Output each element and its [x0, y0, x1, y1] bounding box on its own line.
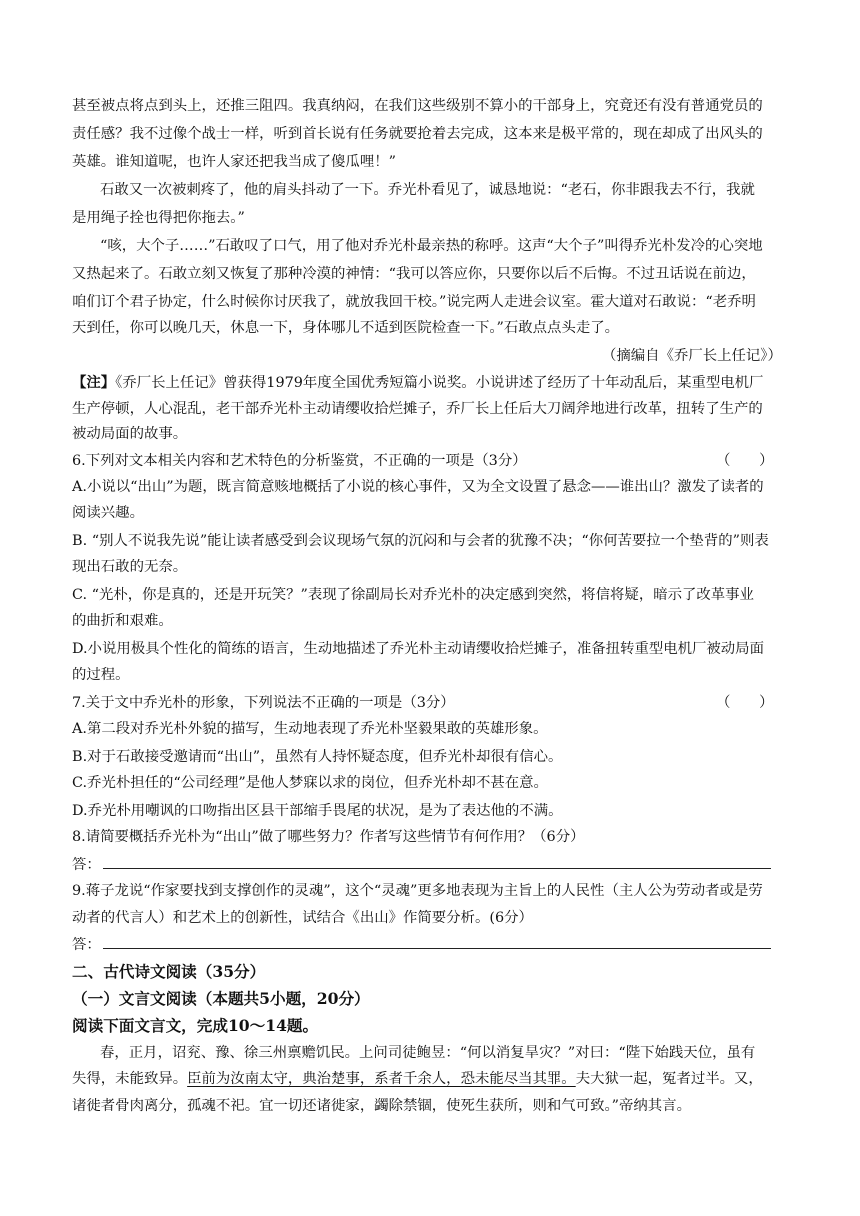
option-b: B. “别人不说我先说”能让读者感受到会议现场气氛的沉闷和与会者的犹豫不决；“你何苦要拉一个垫背的”则表	[72, 533, 769, 549]
story-line: 责任感？我不过像个战士一样，听到首长说有任务就要抢着去完成，这本来是极平常的，现在却成了出风头的	[72, 126, 763, 142]
note-label: 【注】	[72, 374, 116, 391]
option-a: A.小说以“出山”为题，既言简意赅地概括了小说的核心事件，又为全文设置了悬念——谁出山？激发了读者的	[72, 479, 764, 495]
story-line: 甚至被点将点到头上，还推三阻四。我真纳闷，在我们这些级别不算小的干部身上，究竟还有没有普通党员的	[72, 98, 763, 114]
story-line: “咳，大个子……”石敢叹了口气，用了他对乔光朴最亲热的称呼。这声“大个子”叫得乔光朴发冷的心突地	[100, 238, 763, 254]
classical-line: 春，正月，诏兖、豫、徐三州禀赡饥民。上问司徒鲍昱：“何以消复旱灾？”对曰：“陛下始践天位，虽有	[100, 1045, 756, 1061]
option-d: D.乔光朴用嘲讽的口吻指出区县干部缩手畏尾的状况，是为了表达他的不满。	[72, 803, 563, 819]
section-heading: 二、古代诗文阅读（35分）	[72, 962, 266, 981]
question-6-stem: 6.下列对文本相关内容和艺术特色的分析鉴赏，不正确的一项是（3分）	[72, 453, 527, 469]
option-d-cont: 的过程。	[72, 667, 130, 683]
classical-line: 诸徙者骨肉离分，孤魂不祀。宜一切还诸徙家，蠲除禁锢，使死生获所，则和气可致。”帝纳其言。	[72, 1098, 691, 1114]
classical-text: 夫大狱一起，冤者过半。又，	[575, 1071, 763, 1087]
underlined-sentence: 臣前为汝南太守，典治楚事，系者千余人，恐未能尽当其罪。	[187, 1071, 576, 1087]
answer-blank[interactable]	[103, 856, 771, 869]
answer-bracket[interactable]: （ ）	[716, 453, 774, 469]
source-citation: （摘编自《乔厂长上任记》）	[602, 348, 782, 364]
story-line: 是用绳子拴也得把你拖去。”	[72, 210, 245, 226]
story-line: 天到任，你可以晚几天，休息一下，身体哪儿不适到医院检查一下。”石敢点点头走了。	[72, 320, 620, 336]
classical-line	[72, 1069, 792, 1089]
answer-label: 答：	[72, 857, 101, 873]
option-a: A.第二段对乔光朴外貌的描写，生动地表现了乔光朴坚毅果敢的英雄形象。	[72, 721, 548, 737]
option-a-cont: 阅读兴趣。	[72, 505, 144, 521]
answer-line[interactable]	[72, 935, 792, 955]
subsection-heading: （一）文言文阅读（本题共5小题，20分）	[72, 989, 370, 1008]
note-line: 生产停顿，人心混乱，老干部乔光朴主动请缨收拾烂摊子，乔厂长上任后大刀阔斧地进行改革，扭转了生产的	[72, 401, 763, 417]
option-b-cont: 现出石敢的无奈。	[72, 559, 188, 575]
story-line: 石敢又一次被刺疼了，他的肩头抖动了一下。乔光朴看见了，诚恳地说：“老石，你非跟我去不行，我就	[100, 182, 755, 198]
reading-instruction: 阅读下面文言文，完成10～14题。	[72, 1016, 319, 1035]
note-line: 被动局面的故事。	[72, 426, 188, 442]
answer-label: 答：	[72, 937, 101, 953]
question-8-stem: 8.请简要概括乔光朴为“出山”做了哪些努力？作者写这些情节有何作用？（6分）	[72, 829, 585, 845]
story-line: 英雄。谁知道呢，也许人家还把我当成了傻瓜哩！”	[72, 154, 396, 170]
option-b: B.对于石敢接受邀请而“出山”，虽然有人持怀疑态度，但乔光朴却很有信心。	[72, 749, 563, 765]
option-d: D.小说用极具个性化的简练的语言，生动地描述了乔光朴主动请缨收拾烂摊子，准备扭转重型电机厂被动局面	[72, 641, 764, 657]
note-text: 《乔厂长上任记》曾获得1979年度全国优秀短篇小说奖。小说讲述了经历了十年动乱后，某重型电机厂	[115, 375, 764, 391]
option-c: C.乔光朴担任的“公司经理”是他人梦寐以求的岗位，但乔光朴却不甚在意。	[72, 775, 548, 791]
answer-blank[interactable]	[103, 936, 771, 949]
answer-bracket[interactable]: （ ）	[716, 695, 774, 711]
story-line: 又热起来了。石敢立刻又恢复了那种冷漠的神情：“我可以答应你，只要你以后不后悔。不过丑话说在前边，	[72, 266, 756, 282]
classical-text: 失得，未能致异。	[72, 1071, 188, 1087]
question-9-stem: 9.蒋子龙说“作家要找到支撑创作的灵魂”，这个“灵魂”更多地表现为主旨上的人民性（主人公为劳动者或是劳	[72, 883, 763, 899]
story-line: 咱们订个君子协定，什么时候你讨厌我了，就放我回干校。”说完两人走进会议室。霍大道对石敢说：“老乔明	[72, 294, 756, 310]
note-line	[72, 373, 792, 393]
option-c-cont: 的曲折和艰难。	[72, 613, 173, 629]
question-7-stem: 7.关于文中乔光朴的形象，下列说法不正确的一项是（3分）	[72, 695, 455, 711]
option-c: C. “光朴，你是真的，还是开玩笑？”表现了徐副局长对乔光朴的决定感到突然，将信将疑，暗示了改革事业	[72, 587, 754, 603]
answer-line[interactable]	[72, 855, 792, 875]
question-9-stem-cont: 动者的代言人）和艺术上的创新性，试结合《出山》作简要分析。(6分）	[72, 910, 533, 926]
